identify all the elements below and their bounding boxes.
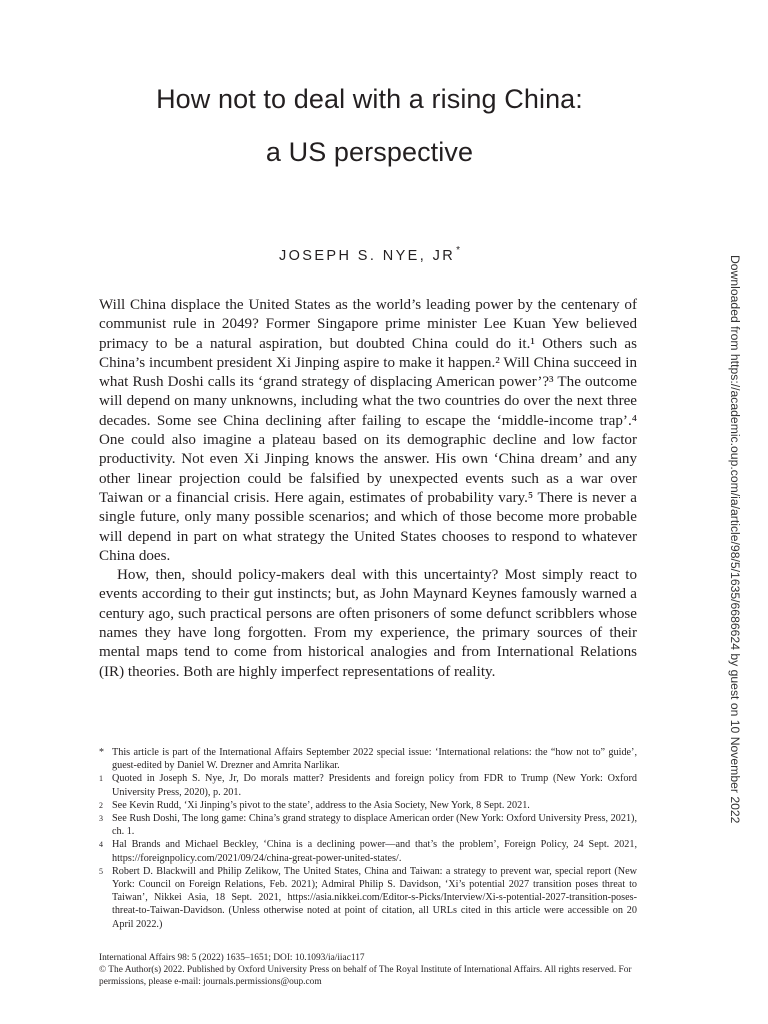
copyright-notice: © The Author(s) 2022. Published by Oxford University Press on behalf of The Royal Institute of International Affairs. All rights reserved. For permissions, please e-mail: journals.permissions@oup.com xyxy=(99,965,632,988)
footnote-item xyxy=(99,772,637,798)
footnote-mark: 1 xyxy=(99,774,103,784)
journal-info xyxy=(99,952,637,989)
footnote-item xyxy=(99,865,637,931)
author-footnote-mark: * xyxy=(456,245,461,256)
footnote-text: Quoted in Joseph S. Nye, Jr, Do morals matter? Presidents and foreign policy from FDR to Trump (New York: Oxford University Press, 2020), p. 201. xyxy=(112,773,637,798)
footnote-mark: 5 xyxy=(99,866,103,876)
article-title-line-2: a US perspective xyxy=(265,137,474,167)
body-paragraph-1: Will China displace the United States as the world’s leading power by the centenary of communist rule in 2049? Former Singapore prime minister Lee Kuan Yew believed primacy to be a natural aspiration, but doubted China could do it.¹ Others such as China’s incumbent president Xi Jinping aspire to make it happen.² Will China succeed in what Rush Doshi calls its ‘grand strategy of displacing American power’?³ The outcome will depend on many unknowns, including what the two countries do over the next three decades. Some see China declining after failing to escape the ‘middle-income trap’.⁴ One could also imagine a plateau based on its demographic decline and low factor productivity. Not even Xi Jinping knows the answer. His own ‘China dream’ and any other linear projection could be falsified by unexpected events such as a war over Taiwan or a financial crisis. Here again, estimates of probability vary.⁵ There is never a single future, only many possible scenarios; and which of those become more probable will depend in part on what strategy the United States chooses to respond to whatever China does. xyxy=(99,297,637,564)
footnote-text: Robert D. Blackwill and Philip Zelikow, The United States, China and Taiwan: a strategy to prevent war, special report (New York: Council on Foreign Relations, Feb. 2021); Admiral Philip S. Davidson, ‘Xi’s potential 2027 transition poses threat to Taiwan’, Nikkei Asia, 18 Sept. 2021, https://asia.nikkei.com/Editor-s-Picks/Interview/Xi-s-potential-2027-transition-poses-threat-to-Taiwan-Davidson. (Unless otherwise noted at point of citation, all URLs cited in this article were accessible on 20 April 2022.) xyxy=(112,865,637,930)
footnote-text: See Rush Doshi, The long game: China’s grand strategy to displace American order (New York: Oxford University Press, 2021), ch. 1. xyxy=(112,813,637,838)
footnote-item xyxy=(99,838,637,864)
footnote-text: This article is part of the International Affairs September 2022 special issue: ‘International relations: the “how not to” guide’, guest-edited by Daniel W. Drezner and Amrita Narlikar. xyxy=(112,747,637,772)
footnote-item xyxy=(99,746,637,772)
author-name: JOSEPH S. NYE, JR xyxy=(278,248,456,264)
footnote-mark: * xyxy=(99,747,104,758)
download-note-text: Downloaded from https://academic.oup.com/ia/article/98/5/1635/6686624 by guest on 10 November 2022 xyxy=(728,255,742,824)
download-watermark xyxy=(726,255,742,824)
body-paragraph-2: How, then, should policy-makers deal with this uncertainty? Most simply react to events according to their gut instincts; but, as John Maynard Keynes famously warned a century ago, such practical persons are often prisoners of some defunct scribblers whose names they have long forgotten. From my experience, the primary sources of their mental maps tend to come from historical analogies and from International Relations (IR) theories. Both are highly imperfect representations of reality. xyxy=(99,567,637,680)
footnote-mark: 2 xyxy=(99,800,103,810)
footnote-text: Hal Brands and Michael Beckley, ‘China is a declining power—and that’s the problem’, Foreign Policy, 24 Sept. 2021, https://foreignpolicy.com/2021/09/24/china-great-power-united-states/. xyxy=(112,839,637,864)
footnote-item xyxy=(99,799,637,812)
footnote-mark: 4 xyxy=(99,840,103,850)
footnote-item xyxy=(99,812,637,838)
article-body xyxy=(99,296,637,682)
footnote-text: See Kevin Rudd, ‘Xi Jinping’s pivot to the state’, address to the Asia Society, New York, 8 Sept. 2021. xyxy=(112,799,530,811)
article-title-line-1: How not to deal with a rising China: xyxy=(156,84,583,114)
footnote-mark: 3 xyxy=(99,814,103,824)
author-byline xyxy=(0,245,739,264)
footnotes xyxy=(99,746,637,931)
journal-citation: International Affairs 98: 5 (2022) 1635–1651; DOI: 10.1093/ia/iiac117 xyxy=(99,953,365,963)
